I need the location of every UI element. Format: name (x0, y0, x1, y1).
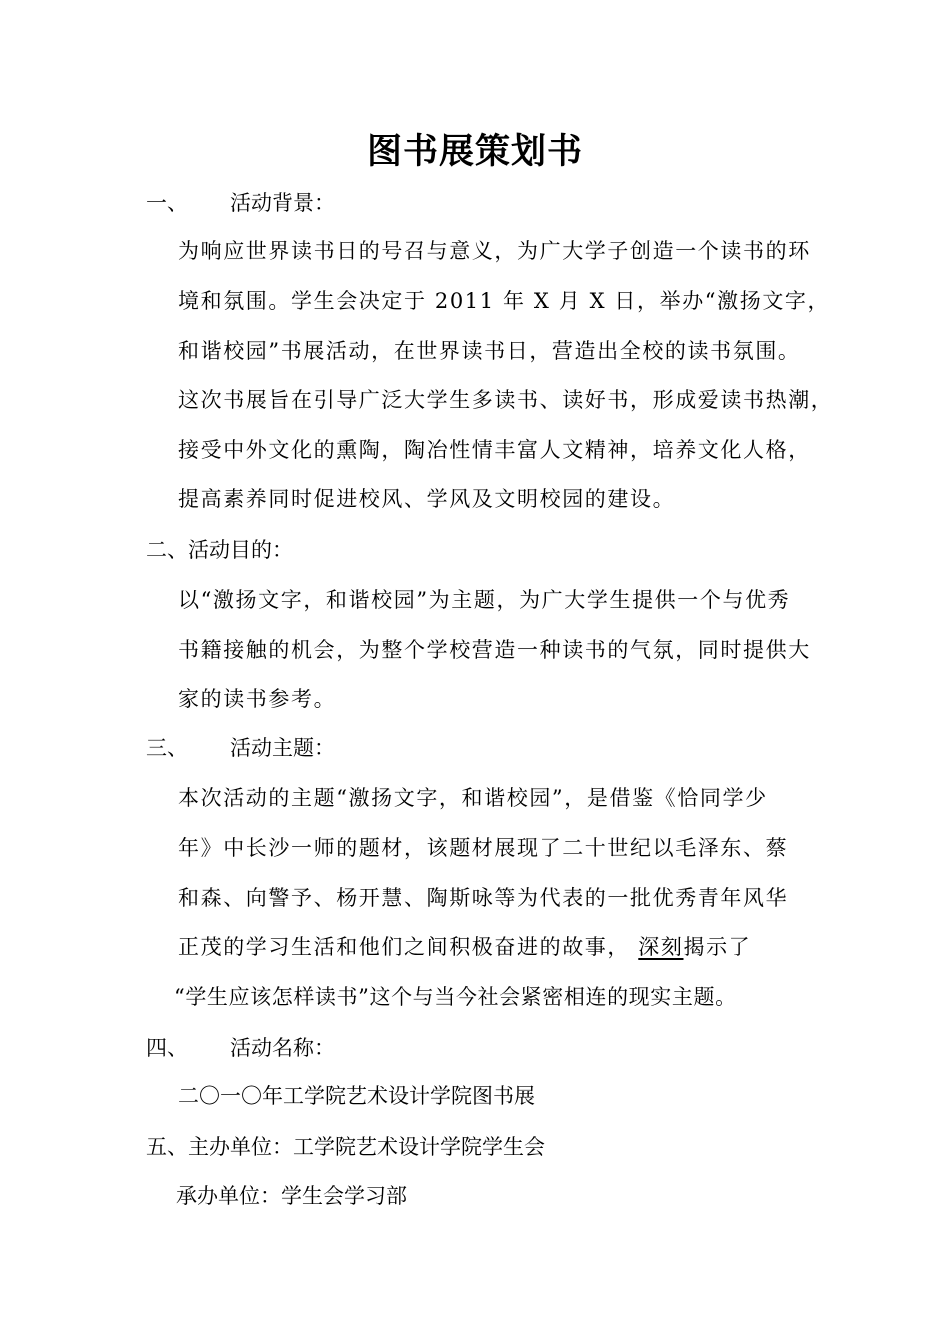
section-label: 活动名称： (230, 1036, 335, 1060)
paragraph-line: 为响应世界读书日的号召与意义，为广大学子创造一个读书的环 (178, 239, 811, 263)
paragraph-line: 提高素养同时促进校风、学风及文明校园的建设。 (178, 487, 676, 511)
section-number: 三、 (146, 736, 188, 760)
paragraph-line: 年》中长沙一师的题材，该题材展现了二十世纪以毛泽东、蔡 (178, 836, 789, 860)
section-heading-organizer: 五、主办单位：工学院艺术设计学院学生会 (146, 1135, 545, 1159)
text-run: 揭示了 (683, 935, 752, 959)
paragraph-line: 这次书展旨在引导广泛大学生多读书、读好书，形成爱读书热潮， (178, 388, 834, 412)
activity-name: 二〇一〇年工学院艺术设计学院图书展 (178, 1084, 535, 1108)
section-number: 一、 (146, 191, 188, 215)
document-title: 图书展策划书 (366, 132, 583, 172)
text-run: 正茂的学习生活和他们之间积极奋进的故事， (178, 935, 639, 959)
paragraph-line: 接受中外文化的熏陶，陶冶性情丰富人文精神，培养文化人格， (178, 438, 811, 462)
section-label: 活动背景： (230, 191, 335, 215)
section-label: 活动主题： (230, 736, 335, 760)
paragraph-line: 书籍接触的机会，为整个学校营造一种读书的气氛，同时提供大 (178, 638, 811, 662)
co-organizer: 承办单位：学生会学习部 (176, 1184, 407, 1208)
paragraph-line: 境和氛围。学生会决定于 2011 年 X 月 X 日，举办“激扬文字， (178, 289, 831, 313)
paragraph-line: 本次活动的主题“激扬文字，和谐校园”，是借鉴《恰同学少 (178, 786, 768, 810)
section-heading-purpose: 二、活动目的： (146, 538, 293, 562)
section-number: 四、 (146, 1036, 188, 1060)
paragraph-line: “学生应该怎样读书”这个与当今社会紧密相连的现实主题。 (174, 985, 737, 1009)
paragraph-line: 以“激扬文字，和谐校园”为主题，为广大学生提供一个与优秀 (178, 588, 791, 612)
underlined-text: 深刻 (638, 935, 684, 959)
section-heading-name (146, 1033, 335, 1063)
paragraph-line: 和谐校园”书展活动，在世界读书日，营造出全校的读书氛围。 (178, 339, 801, 363)
paragraph-line: 家的读书参考。 (178, 687, 337, 711)
paragraph-line (178, 932, 751, 962)
section-heading-background (146, 188, 335, 218)
paragraph-line: 和森、向警予、杨开慧、陶斯咏等为代表的一批优秀青年风华 (178, 886, 789, 910)
section-heading-theme (146, 733, 335, 763)
